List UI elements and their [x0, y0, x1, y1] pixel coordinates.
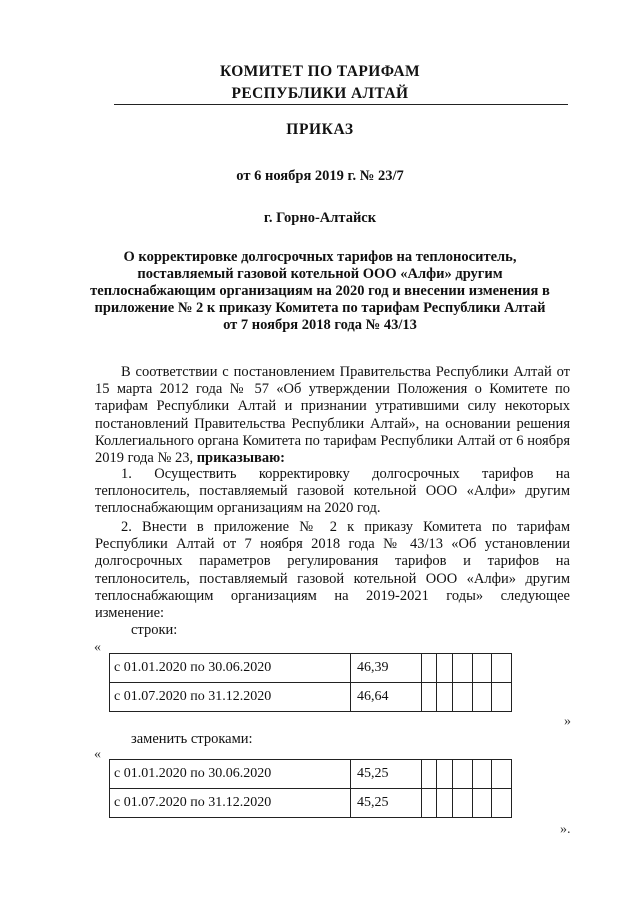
empty-cell — [437, 760, 453, 789]
intro-text: В соответствии с постановлением Правительства Республики Алтай от 15 марта 2012 года № 57 «Об утверждении Положения о Комитете по тарифам Республики Алтай и признании утратившими силу некоторых постановлений Правительства Республики Алтай», на основании решения Коллегиального органа Комитета по тарифам Республики Алтай от 6 ноября 2019 года № 23, — [95, 364, 570, 467]
empty-cell — [492, 789, 512, 818]
empty-cell — [453, 654, 473, 683]
header-divider — [114, 104, 568, 105]
item-1-paragraph: 1. Осуществить корректировку долгосрочных тарифов на теплоноситель, поставляемый газовой котельной ООО «Алфи» другим теплоснабжающим организациям на 2020 год. — [95, 466, 570, 517]
subject-line: О корректировке долгосрочных тарифов на теплоноситель, — [123, 249, 517, 265]
document-type: ПРИКАЗ — [286, 121, 354, 138]
empty-cell — [473, 654, 492, 683]
close-quote: » — [564, 714, 571, 729]
empty-cell — [437, 789, 453, 818]
empty-cell — [473, 760, 492, 789]
period-cell: с 01.01.2020 по 30.06.2020 — [110, 760, 351, 789]
document-city: г. Горно-Алтайск — [263, 210, 377, 226]
period-cell: с 01.01.2020 по 30.06.2020 — [110, 654, 351, 683]
empty-cell — [492, 654, 512, 683]
period-cell: с 01.07.2020 по 31.12.2020 — [110, 683, 351, 712]
table-row — [110, 683, 512, 712]
empty-cell — [422, 789, 437, 818]
table-row — [110, 654, 512, 683]
close-quote-final: ». — [560, 822, 571, 837]
empty-cell — [422, 683, 437, 712]
table-row — [110, 789, 512, 818]
empty-cell — [453, 683, 473, 712]
subject-line: поставляемый газовой котельной ООО «Алфи» другим — [137, 266, 503, 282]
empty-cell — [453, 760, 473, 789]
intro-paragraph — [95, 364, 570, 467]
subject-line: приложение № 2 к приказу Комитета по тарифам Республики Алтай — [94, 300, 546, 316]
value-cell: 46,64 — [351, 683, 422, 712]
subject-line: теплоснабжающим организациям на 2020 год и внесении изменения в — [90, 283, 550, 299]
value-cell: 45,25 — [351, 789, 422, 818]
open-quote: « — [94, 640, 101, 655]
item-2-paragraph: 2. Внести в приложение № 2 к приказу Комитета по тарифам Республики Алтай от 7 ноября 2018 года № 43/13 «Об установлении долгосрочных параметров регулирования тарифов и тарифов на теплоноситель, поставляемый газовой котельной ООО «Алфи» другим теплоснабжающим организациям на 2019-2021 годы» следующее изменение: — [95, 519, 570, 622]
empty-cell — [473, 683, 492, 712]
empty-cell — [473, 789, 492, 818]
new-rates-table — [109, 759, 512, 818]
rows-label: строки: — [131, 622, 178, 638]
committee-name-line1: КОМИТЕТ ПО ТАРИФАМ — [219, 63, 421, 80]
value-cell: 45,25 — [351, 760, 422, 789]
empty-cell — [492, 760, 512, 789]
old-rates-table — [109, 653, 512, 712]
period-cell: с 01.07.2020 по 31.12.2020 — [110, 789, 351, 818]
subject-line: от 7 ноября 2018 года № 43/13 — [223, 317, 417, 333]
committee-name-line2: РЕСПУБЛИКИ АЛТАЙ — [231, 85, 409, 102]
intro-order-word: приказываю: — [196, 450, 285, 467]
empty-cell — [422, 760, 437, 789]
open-quote: « — [94, 747, 101, 762]
replace-label: заменить строками: — [131, 731, 253, 747]
empty-cell — [492, 683, 512, 712]
empty-cell — [453, 789, 473, 818]
value-cell: 46,39 — [351, 654, 422, 683]
empty-cell — [437, 683, 453, 712]
table-row — [110, 760, 512, 789]
empty-cell — [422, 654, 437, 683]
empty-cell — [437, 654, 453, 683]
document-date-number: от 6 ноября 2019 г. № 23/7 — [236, 168, 404, 184]
document-subject — [0, 249, 640, 334]
